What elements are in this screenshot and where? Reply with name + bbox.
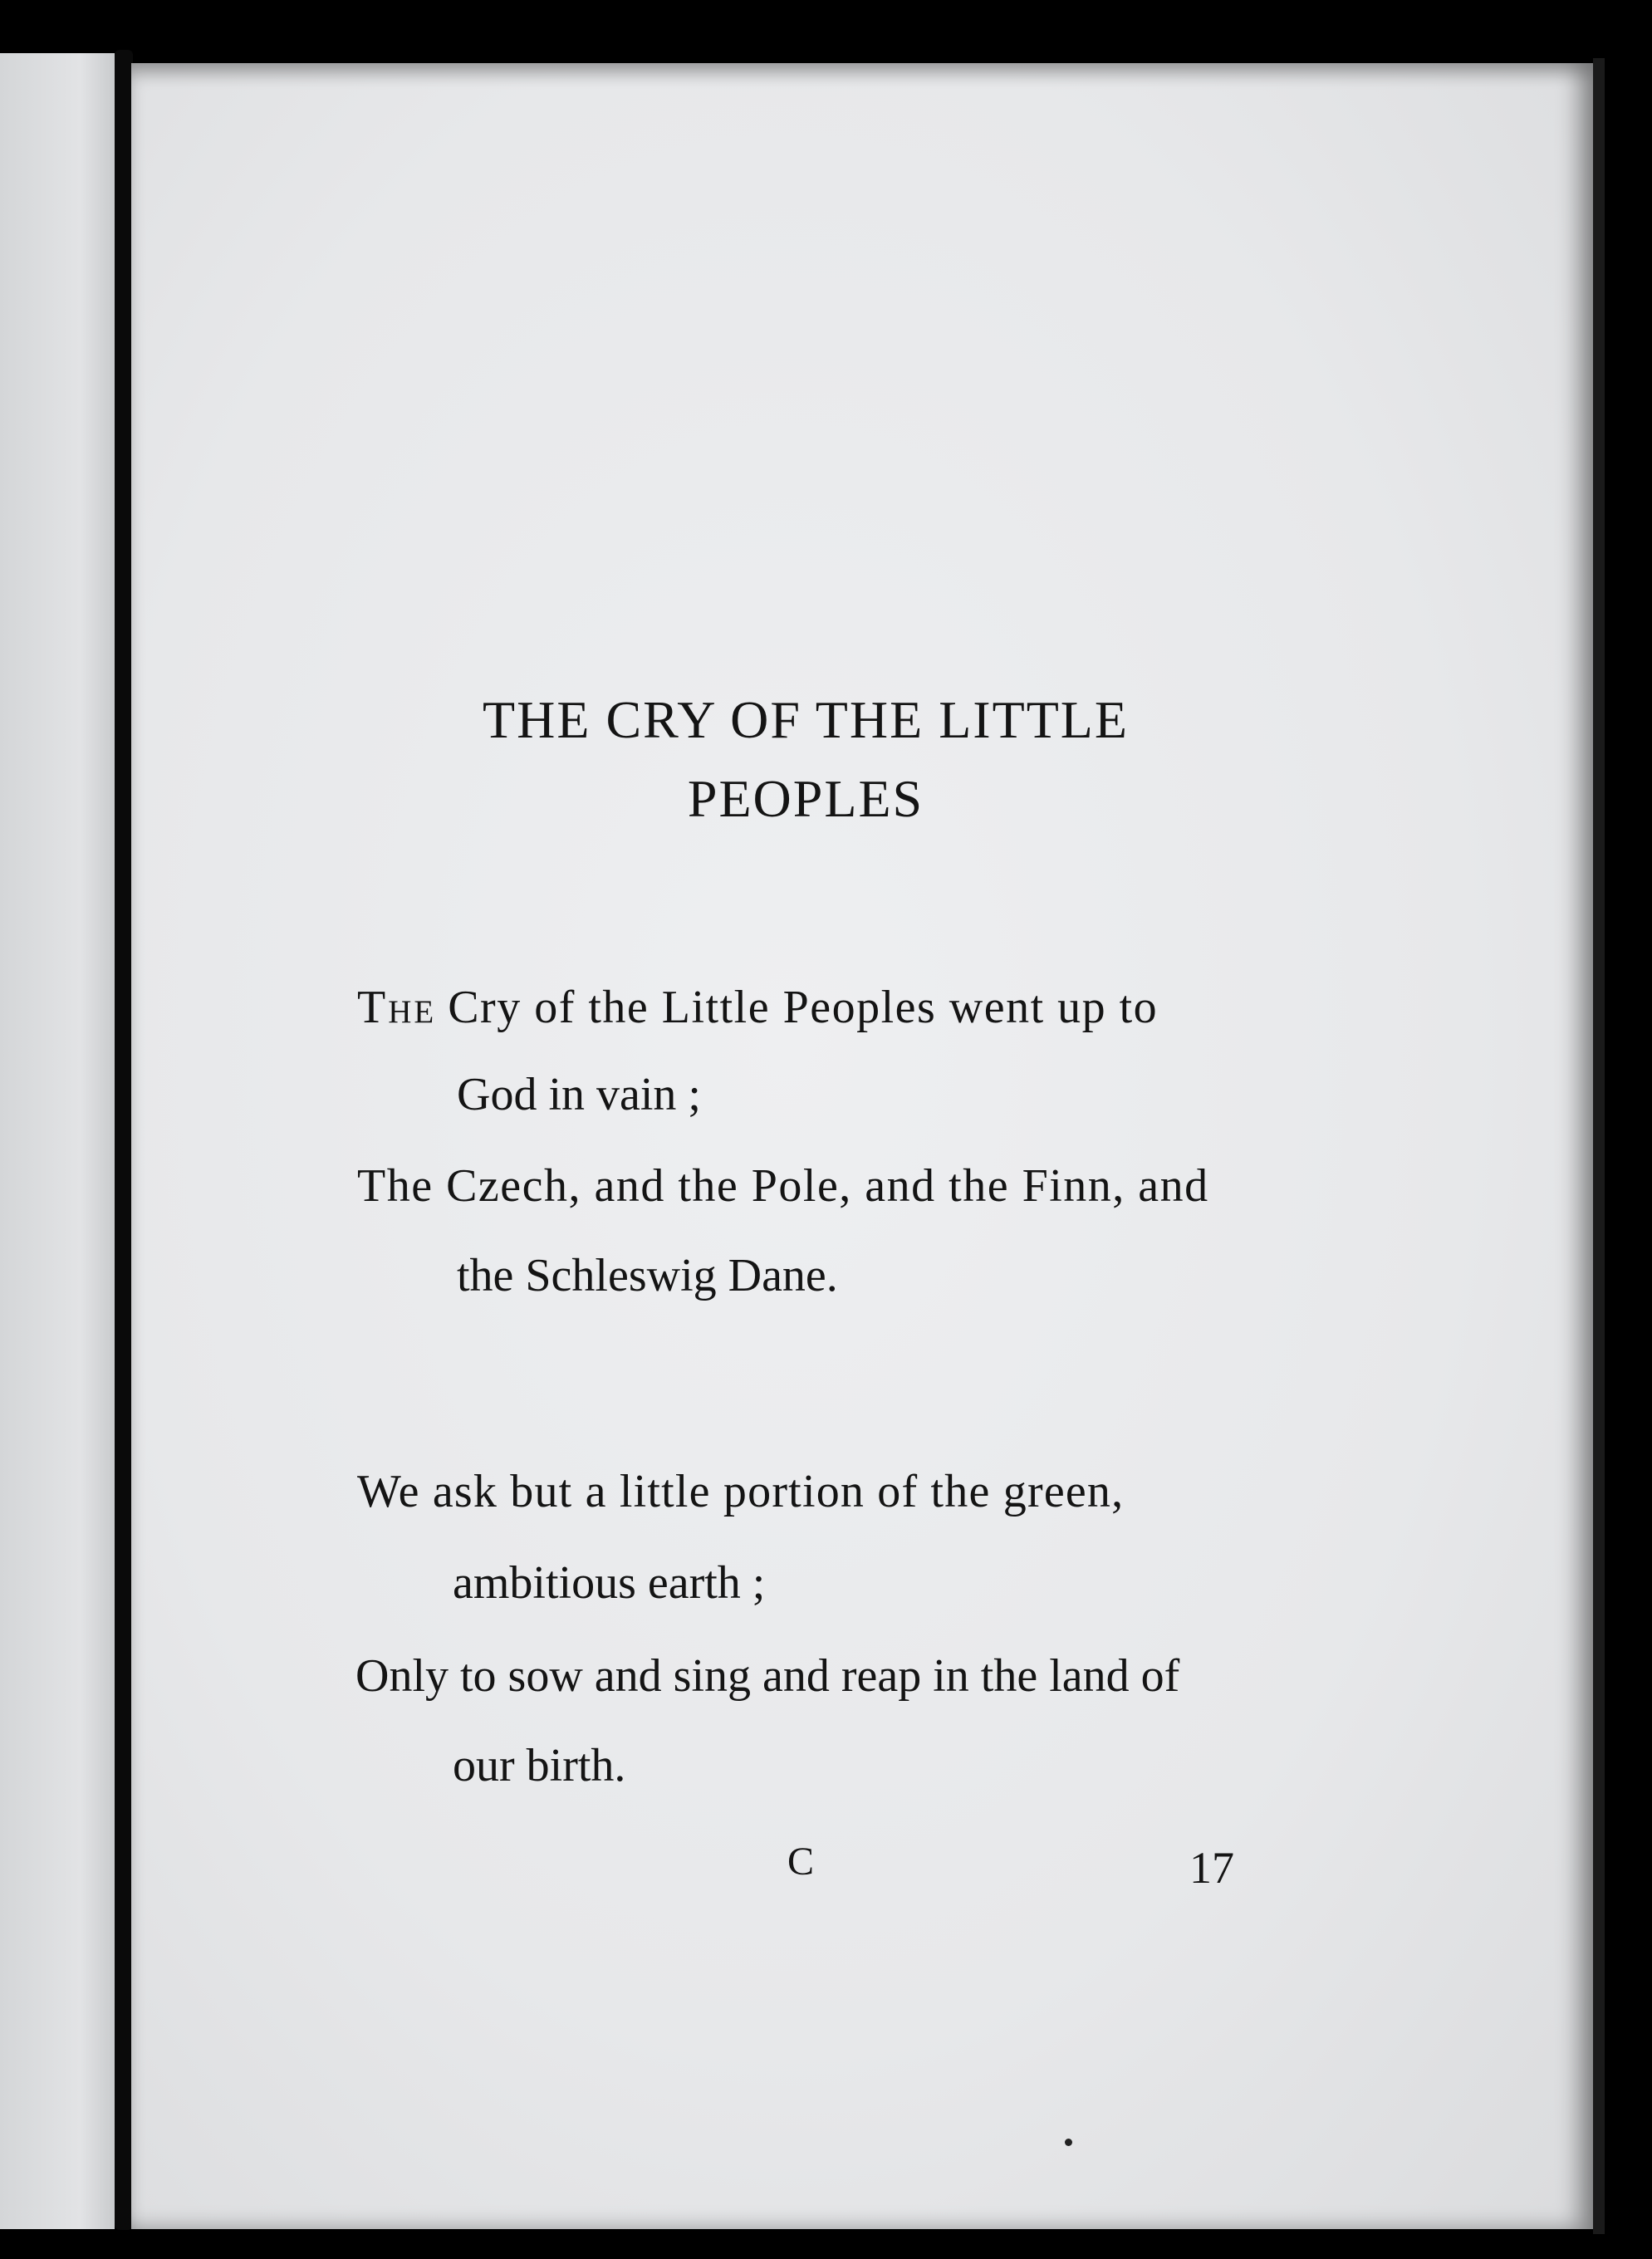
signature-mark: C [787,1840,815,1884]
book-page [131,63,1593,2229]
stanza-2-line-1: We ask but a little portion of the green, [357,1466,1125,1517]
page-number: 17 [1189,1843,1234,1893]
poem-title-line-1: THE CRY OF THE LITTLE [483,690,1129,749]
stanza-1-line-4: the Schleswig Dane. [457,1250,838,1301]
stanza-1-line-1-text: Cry of the Little Peoples went up to [448,982,1159,1033]
stanza-1-line-1 [357,984,1158,1031]
stanza-1-line-3: The Czech, and the Pole, and the Finn, and [357,1160,1209,1212]
stanza-2-line-4: our birth. [453,1740,626,1791]
previous-page-edge [0,53,115,2229]
page-right-edge [1593,58,1605,2234]
stanza-1-line-2: God in vain ; [457,1069,701,1120]
stanza-1-lead-word: The [357,982,437,1033]
stanza-2-line-2: ambitious earth ; [453,1557,766,1609]
poem-title-line-2: PEOPLES [687,769,924,828]
ink-speck [1065,2139,1072,2146]
binding-gutter [115,50,133,2230]
stanza-2-line-3: Only to sow and sing and reap in the land of [355,1650,1180,1702]
